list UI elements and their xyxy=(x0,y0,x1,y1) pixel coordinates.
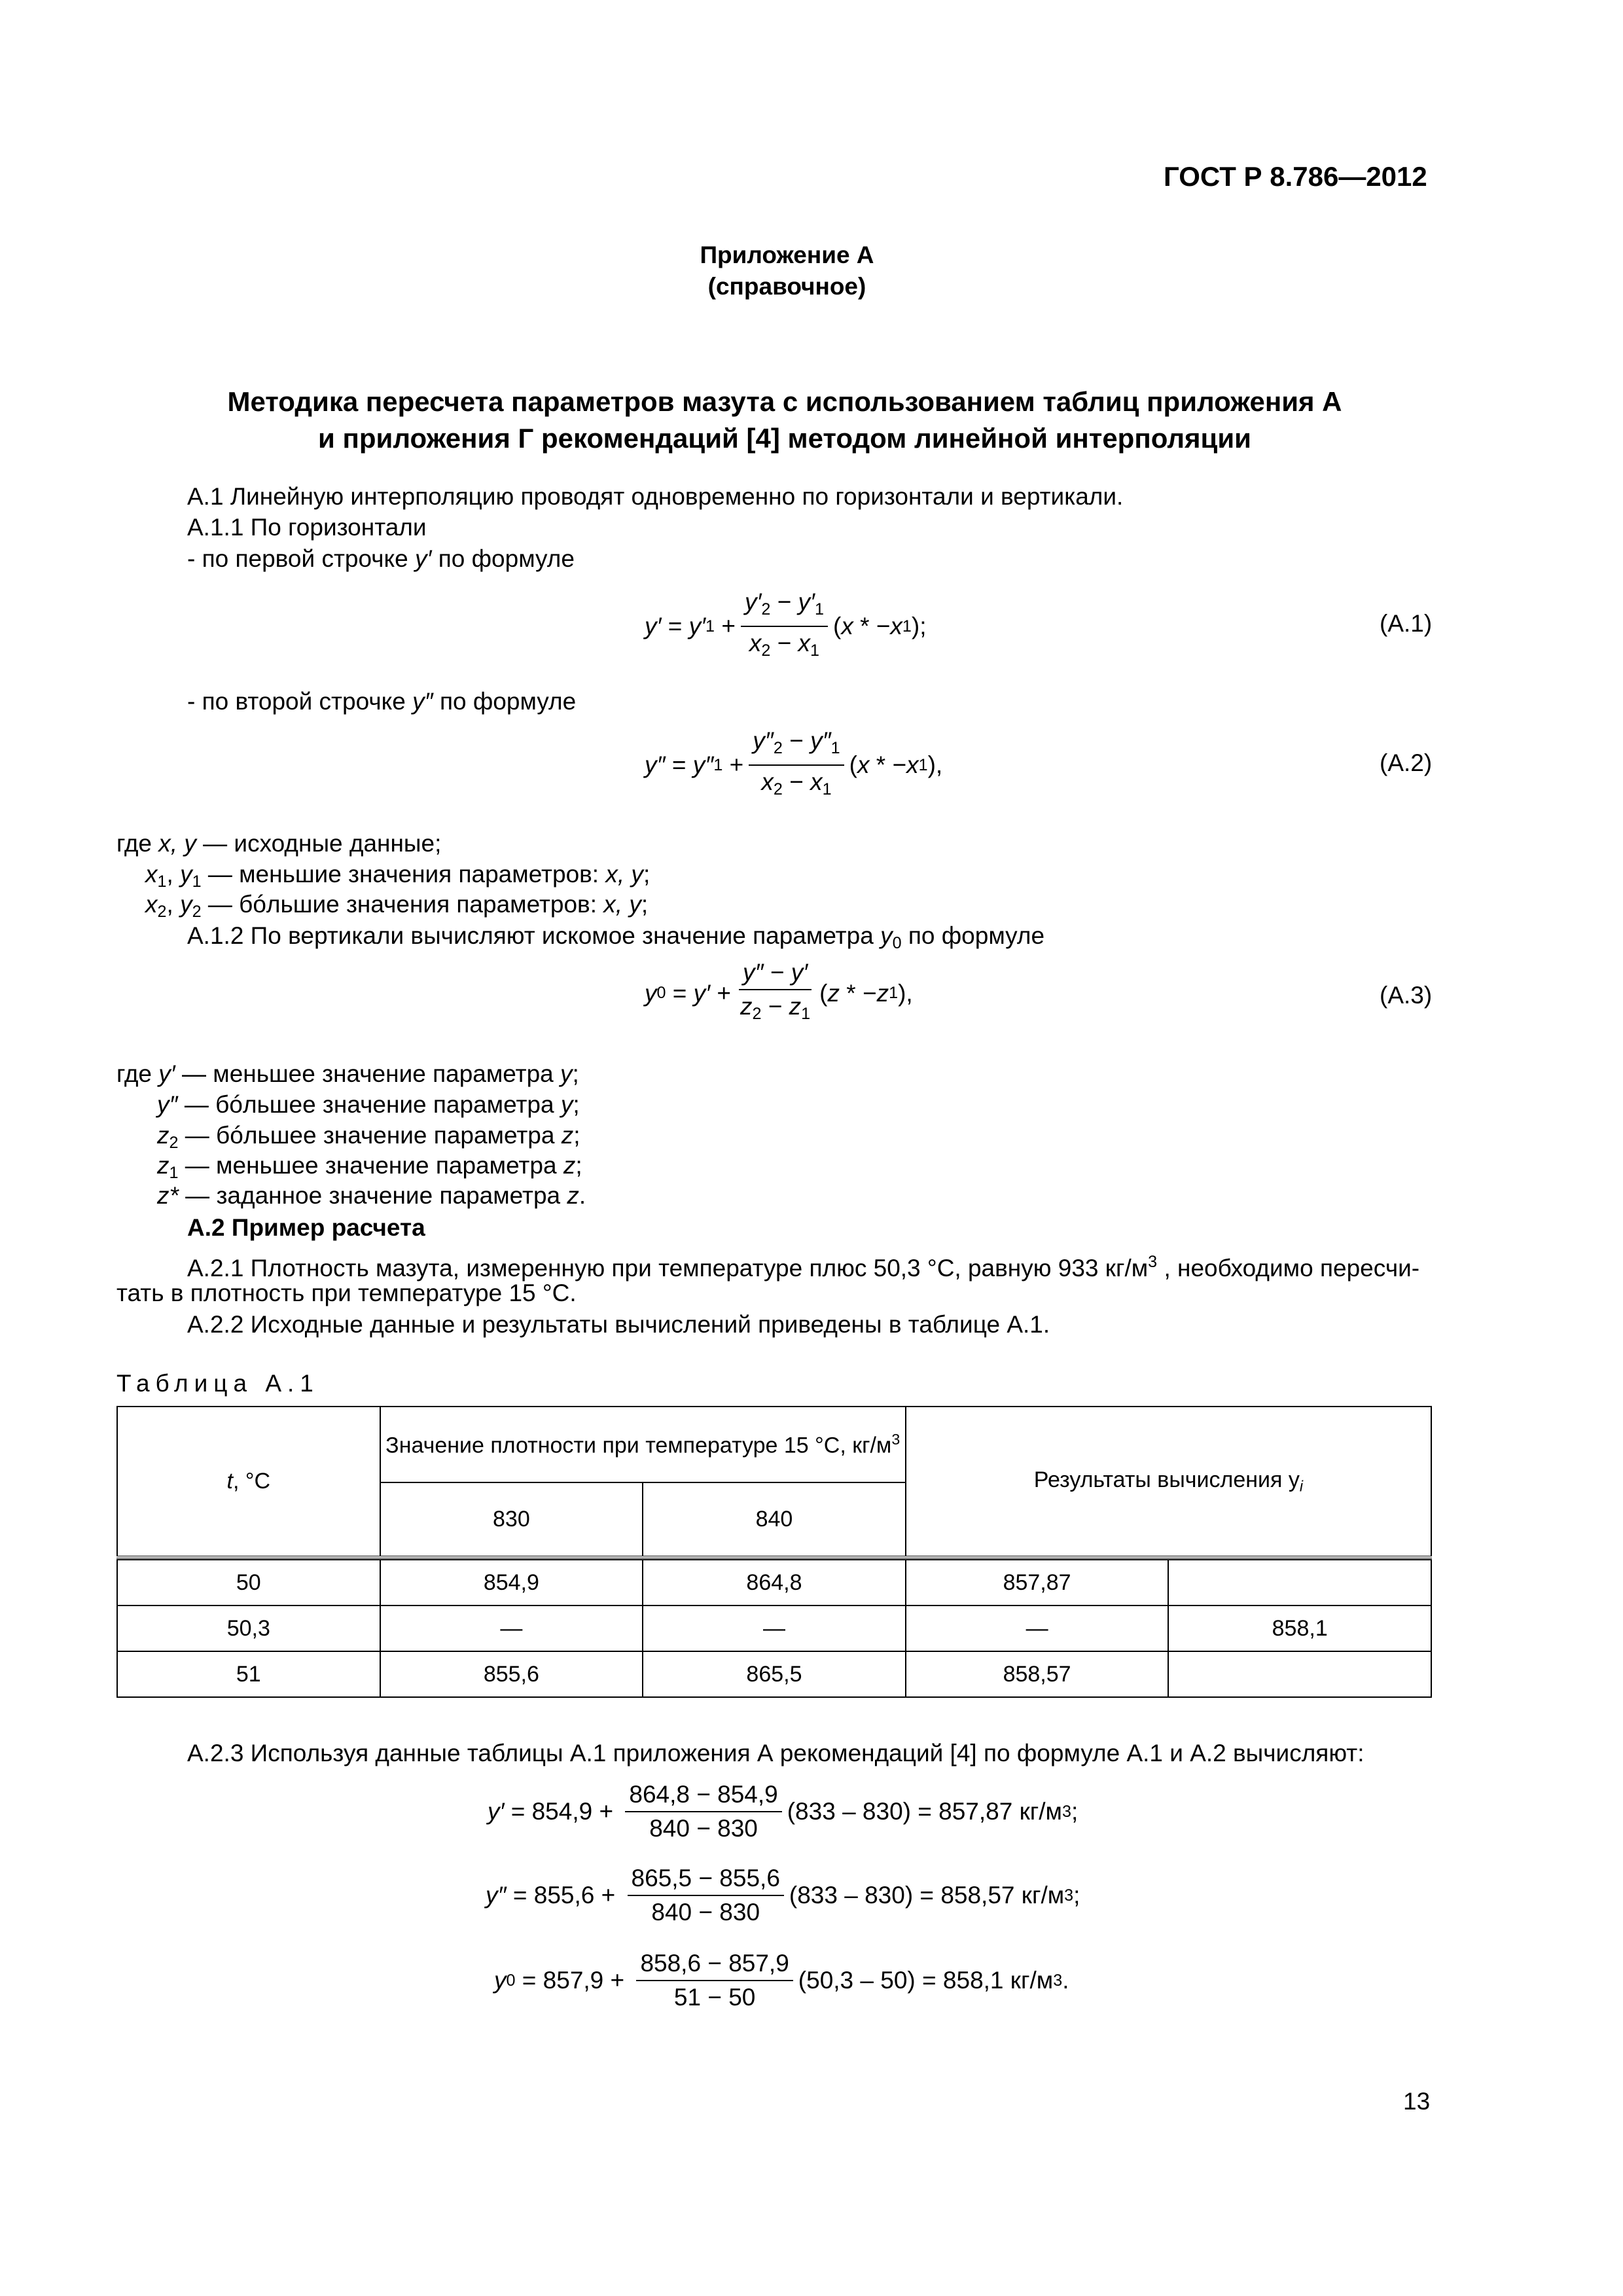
paragraph-a21-line1: А.2.1 Плотность мазута, измеренную при температуре плюс 50,3 °С, равную 933 $кг/м^3$ , необходимо пересчи- xyxy=(187,1253,1420,1282)
appendix-note: (справочное) xyxy=(707,273,866,300)
where2-line1: где y′ — меньшее значение параметра y; xyxy=(116,1060,579,1087)
where2-line4: $z_1$ — меньшее значение параметра z; xyxy=(157,1152,582,1183)
table-cell: 51 xyxy=(117,1651,380,1697)
doc-title-line1: Методика пересчета параметров мазута с использованием таблиц приложения А xyxy=(227,386,1342,417)
header-cell-t: t, °С xyxy=(117,1407,380,1557)
table-cell: 854,9 xyxy=(380,1560,643,1605)
equation-number-a2: (А.2) xyxy=(1380,749,1433,776)
where1-line1: где x, y — исходные данные; xyxy=(116,830,442,857)
where2-line2: y″ — бóльшее значение параметра y; xyxy=(157,1091,580,1118)
where1-line2: $x_1$, $y_1$ — меньшие значения параметров: x, y; xyxy=(145,861,651,891)
calculation-3: y 0 = 857,9 + $\frac{858,6 - 857,9}{51 - 50}$ (50,3 – 50) = 858,1 кг/м 3 . xyxy=(494,1950,1069,2011)
table-row xyxy=(117,1651,1431,1697)
header-cell-density: Значение плотности при температуре 15 °С, $кг/м^3$ xyxy=(380,1407,906,1482)
where1-line3: $x_2$, $y_2$ — бóльшие значения параметров: x, y; xyxy=(145,891,649,922)
calculation-2: y″ = 855,6 + $\frac{865,5 - 855,6}{840 - 830}$ (833 – 830) = 858,57 кг/м 3 ; xyxy=(486,1865,1080,1926)
table-cell: 50,3 xyxy=(117,1605,380,1651)
table-cell: — xyxy=(380,1605,643,1651)
equation-number-a1: (А.1) xyxy=(1380,610,1433,637)
paragraph-a23: А.2.3 Используя данные таблицы А.1 приложения А рекомендаций [4] по формуле А.1 и А.2 вычисляют: xyxy=(187,1740,1364,1767)
table-cell: 865,5 xyxy=(643,1651,906,1697)
appendix-title: Приложение А xyxy=(700,242,874,268)
table-cell xyxy=(1168,1560,1431,1605)
table-cell xyxy=(1168,1651,1431,1697)
standard-header: ГОСТ Р 8.786—2012 xyxy=(1164,161,1427,192)
header-cell-result: Результаты вычисления $y_i$ xyxy=(906,1407,1431,1557)
calculation-1: y′ = 854,9 + $\frac{864,8 - 854,9}{840 - 830}$ (833 – 830) = 857,87 кг/м 3 ; xyxy=(488,1781,1079,1842)
paragraph-row2: - по второй строчке y″ по формуле xyxy=(187,688,577,715)
formula-a1: y′ = y′ 1 + $\frac{y'_2 - y'_1}{x_2 - x_1}$ ( x * − x 1 ); xyxy=(645,588,927,660)
header-cell-830: 830 xyxy=(380,1482,643,1557)
table-cell: 50 xyxy=(117,1560,380,1605)
table-cell: — xyxy=(643,1605,906,1651)
table-cell: 864,8 xyxy=(643,1560,906,1605)
table-cell: 858,1 xyxy=(1168,1605,1431,1651)
paragraph-a22: А.2.2 Исходные данные и результаты вычислений приведены в таблице А.1. xyxy=(187,1311,1050,1338)
paragraph-a11: А.1.1 По горизонтали xyxy=(187,514,427,541)
paragraph-a21-line2: тать в плотность при температуре 15 °С. xyxy=(116,1280,577,1306)
page-number: 13 xyxy=(1403,2088,1431,2115)
doc-title-line2: и приложения Г рекомендаций [4] методом линейной интерполяции xyxy=(318,423,1251,454)
table-caption: Таблица А.1 xyxy=(116,1370,319,1397)
paragraph-a12: А.1.2 По вертикали вычисляют искомое значение параметра $y_0$ по формуле xyxy=(187,922,1045,953)
header-cell-840: 840 xyxy=(643,1482,906,1557)
formula-a2: y″ = y″ 1 + $\frac{y''_2 - y''_1}{x_2 - x_1}$ ( x * − x 1 ), xyxy=(645,727,943,799)
table-cell: — xyxy=(906,1605,1169,1651)
table-cell: 857,87 xyxy=(906,1560,1169,1605)
table-row xyxy=(117,1605,1431,1651)
table-cell: 858,57 xyxy=(906,1651,1169,1697)
paragraph-row1: - по первой строчке y′ по формуле xyxy=(187,545,575,572)
formula-a3: y 0 = y′ + $\frac{y'' - y'}{z_2 - z_1}$ ( z * − z 1 ), xyxy=(645,959,913,1024)
table-row xyxy=(117,1560,1431,1605)
table-cell: 855,6 xyxy=(380,1651,643,1697)
where2-line3: $z_2$ — бóльшее значение параметра z; xyxy=(157,1122,580,1153)
section-a2-title: А.2 Пример расчета xyxy=(187,1214,425,1241)
data-table xyxy=(116,1406,1432,1698)
paragraph-a1: А.1 Линейную интерполяцию проводят одновременно по горизонтали и вертикали. xyxy=(187,483,1124,510)
equation-number-a3: (А.3) xyxy=(1380,982,1433,1009)
where2-line5: z* — заданное значение параметра z. xyxy=(157,1182,586,1209)
